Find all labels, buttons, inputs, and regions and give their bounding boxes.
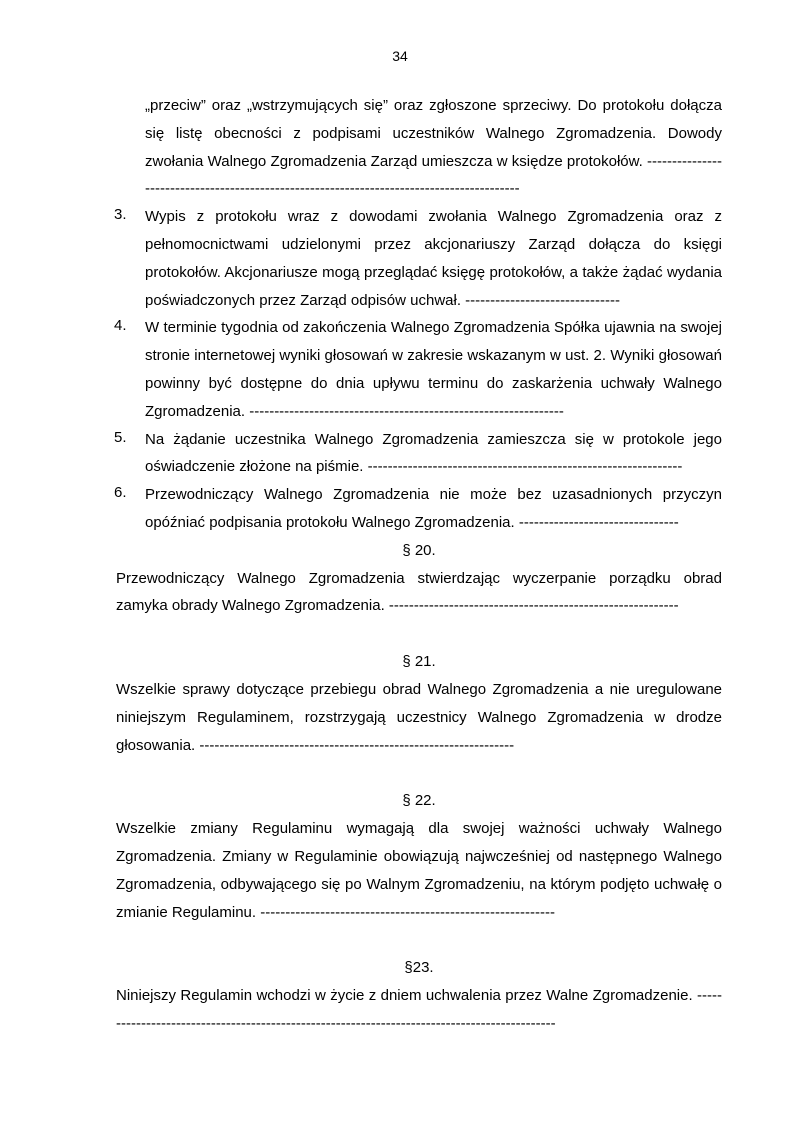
list-item-3 xyxy=(116,203,722,314)
list-item-number: 4. xyxy=(114,317,127,335)
list-item-number: 5. xyxy=(114,428,127,446)
list-item-5 xyxy=(116,426,722,482)
page-number: 34 xyxy=(392,48,408,64)
spacer xyxy=(116,620,722,648)
section-text-23: Niniejszy Regulamin wchodzi w życie z dniem uchwalenia przez Walne Zgromadzenie. --------------------------------------------------------------------------------------------- xyxy=(116,987,722,1032)
section-heading-22: § 22. xyxy=(402,792,436,810)
section-text-21: Wszelkie sprawy dotyczące przebiegu obrad Walnego Zgromadzenia a nie uregulowane niniejszym Regulaminem, rozstrzygają uczestnicy Walnego Zgromadzenia w drodze głosowania. --------------------------------------------------------------- xyxy=(116,680,722,754)
list-item-6 xyxy=(116,481,722,537)
list-item-number: 6. xyxy=(114,484,127,502)
section-heading-21: § 21. xyxy=(402,653,436,671)
section-text-22: Wszelkie zmiany Regulaminu wymagają dla swojej ważności uchwały Walnego Zgromadzenia. Zmiany w Regulaminie obowiązują najwcześniej od następnego Walnego Zgromadzenia, odbywającego się po Walnym Zgromadzeniu, na którym podjęto uchwałę o zmianie Regulaminu. ----------------------------------------------------------- xyxy=(116,820,722,921)
intro-paragraph: „przeciw” oraz „wstrzymujących się” oraz zgłoszone sprzeciwy. Do protokołu dołącza się listę obecności z podpisami uczestników Walnego Zgromadzenia. Dowody zwołania Walnego Zgromadzenia Zarząd umieszcza w księdze protokołów. ------------------------------------------------------------------------------------------ xyxy=(145,97,722,198)
document-body xyxy=(116,92,722,1038)
section-heading-23: §23. xyxy=(404,959,434,977)
list-item-text: Wypis z protokołu wraz z dowodami zwołania Walnego Zgromadzenia oraz z pełnomocnictwami udzielonymi przez akcjonariuszy Zarząd dołącza do księgi protokołów. Akcjonariusze mogą przeglądać księgę protokołów, a także żądać wydania poświadczonych przez Zarząd odpisów uchwał. ------------------------------- xyxy=(145,208,722,309)
section-heading-20: § 20. xyxy=(402,541,436,559)
list-item-4 xyxy=(116,314,722,425)
list-item-text: W terminie tygodnia od zakończenia Walnego Zgromadzenia Spółka ujawnia na swojej stronie internetowej wyniki głosowań w zakresie wskazanym w ust. 2. Wyniki głosowań powinny być dostępne do dnia upływu terminu do zaskarżenia uchwały Walnego Zgromadzenia. --------------------------------------------------------------- xyxy=(145,319,722,420)
list-item-text: Na żądanie uczestnika Walnego Zgromadzenia zamieszcza się w protokole jego oświadczenie złożone na piśmie. --------------------------------------------------------------- xyxy=(145,430,722,476)
spacer xyxy=(116,759,722,787)
list-item-number: 3. xyxy=(114,206,127,224)
spacer xyxy=(116,926,722,954)
section-text-20: Przewodniczący Walnego Zgromadzenia stwierdzając wyczerpanie porządku obrad zamyka obrady Walnego Zgromadzenia. ---------------------------------------------------------- xyxy=(116,569,722,615)
list-item-text: Przewodniczący Walnego Zgromadzenia nie może bez uzasadnionych przyczyn opóźniać podpisania protokołu Walnego Zgromadzenia. -------------------------------- xyxy=(145,486,722,531)
